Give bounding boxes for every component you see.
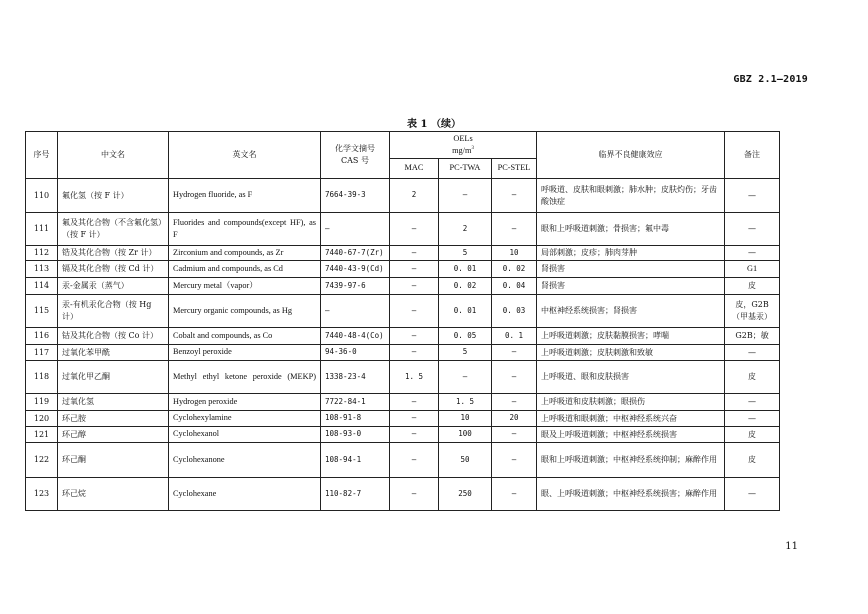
cell-remark: G2B；敏 — [725, 328, 780, 345]
cell-mac: 2 — [390, 179, 439, 213]
col-header-remarks: 备注 — [725, 132, 780, 179]
table-row — [26, 213, 780, 246]
table-row — [26, 328, 780, 345]
cell-cas: 1338-23-4 — [321, 361, 390, 394]
cell-effect: 肾损害 — [537, 278, 725, 295]
cell-mac: — — [390, 443, 439, 478]
table-row — [26, 179, 780, 213]
cell-remark: — — [725, 213, 780, 246]
cell-no: 122 — [26, 443, 58, 478]
cell-pc-stel: 20 — [492, 411, 537, 427]
cell-no: 112 — [26, 246, 58, 261]
cell-en-name: Cyclohexanone — [169, 443, 321, 478]
cell-pc-stel: 0. 04 — [492, 278, 537, 295]
cell-no: 118 — [26, 361, 58, 394]
table-row — [26, 478, 780, 511]
cell-no: 121 — [26, 427, 58, 443]
cell-effect: 眼、上呼吸道刺激；中枢神经系统损害；麻醉作用 — [537, 478, 725, 511]
cell-cn-name: 过氧化苯甲酰 — [58, 345, 169, 361]
cell-mac: — — [390, 478, 439, 511]
cell-pc-stel: — — [492, 179, 537, 213]
cell-pc-twa: 1. 5 — [439, 394, 492, 411]
cell-cn-name: 镉及其化合物（按 Cd 计） — [58, 261, 169, 278]
cell-no: 113 — [26, 261, 58, 278]
table-caption: 表 1 （续） — [407, 119, 461, 130]
cell-effect: 局部刺激；皮疹；肺肉芽肿 — [537, 246, 725, 261]
cell-pc-twa: 250 — [439, 478, 492, 511]
cell-no: 114 — [26, 278, 58, 295]
table-row — [26, 246, 780, 261]
cell-no: 110 — [26, 179, 58, 213]
cell-mac: — — [390, 427, 439, 443]
cell-en-name: Mercury metal（vapor） — [169, 278, 321, 295]
cell-remark: — — [725, 411, 780, 427]
col-header-oels — [390, 132, 537, 159]
cell-remark: G1 — [725, 261, 780, 278]
cell-remark: — — [725, 246, 780, 261]
cell-remark: 皮 — [725, 361, 780, 394]
cell-en-name: Cobalt and compounds, as Co — [169, 328, 321, 345]
cell-effect: 上呼吸道和眼刺激；中枢神经系统兴奋 — [537, 411, 725, 427]
cell-en-name: Hydrogen peroxide — [169, 394, 321, 411]
cell-en-name: Fluorides and compounds(except HF), as F — [169, 213, 321, 246]
cell-effect: 眼和上呼吸道刺激；骨损害；氟中毒 — [537, 213, 725, 246]
cell-remark: — — [725, 179, 780, 213]
cell-mac: — — [390, 411, 439, 427]
page-number: 11 — [785, 541, 798, 552]
cell-no: 117 — [26, 345, 58, 361]
cell-pc-twa: 0. 05 — [439, 328, 492, 345]
table-row — [26, 278, 780, 295]
cell-en-name: Benzoyl peroxide — [169, 345, 321, 361]
cell-en-name: Hydrogen fluoride, as F — [169, 179, 321, 213]
cell-cn-name: 汞-有机汞化合物（按 Hg 计） — [58, 295, 169, 328]
col-header-mac: MAC — [390, 159, 439, 179]
cell-en-name: Cadmium and compounds, as Cd — [169, 261, 321, 278]
cell-mac: — — [390, 246, 439, 261]
cell-cas: 7440-48-4(Co) — [321, 328, 390, 345]
cell-pc-twa: 5 — [439, 246, 492, 261]
cell-effect: 上呼吸道刺激；皮肤黏膜损害；哮喘 — [537, 328, 725, 345]
table-row — [26, 443, 780, 478]
oels-label: OELs — [453, 133, 473, 143]
cell-pc-stel: 0. 1 — [492, 328, 537, 345]
cell-no: 115 — [26, 295, 58, 328]
col-header-pc-stel: PC-STEL — [492, 159, 537, 179]
cell-remark: — — [725, 345, 780, 361]
cell-pc-stel: — — [492, 213, 537, 246]
col-header-no: 序号 — [26, 132, 58, 179]
cell-pc-stel: — — [492, 361, 537, 394]
cell-pc-twa: 0. 01 — [439, 295, 492, 328]
cell-remark: 皮 — [725, 443, 780, 478]
cell-cn-name: 氟化氢（按 F 计） — [58, 179, 169, 213]
cell-mac: — — [390, 261, 439, 278]
cell-effect: 上呼吸道、眼和皮肤损害 — [537, 361, 725, 394]
cell-en-name: Zirconium and compounds, as Zr — [169, 246, 321, 261]
cell-cas: 7722-84-1 — [321, 394, 390, 411]
oels-unit-base: mg/m — [452, 146, 472, 155]
table-row — [26, 411, 780, 427]
cell-remark: 皮，G2B（甲基汞） — [725, 295, 780, 328]
oels-unit — [394, 145, 532, 157]
cell-pc-twa: 0. 01 — [439, 261, 492, 278]
cell-effect: 中枢神经系统损害；肾损害 — [537, 295, 725, 328]
cell-cn-name: 氟及其化合物（不含氟化氢）（按 F 计） — [58, 213, 169, 246]
cell-effect: 上呼吸道刺激；皮肤刺激和致敏 — [537, 345, 725, 361]
table-row — [26, 427, 780, 443]
cell-en-name: Cyclohexane — [169, 478, 321, 511]
col-header-effects: 临界不良健康效应 — [537, 132, 725, 179]
cell-cas: 7664-39-3 — [321, 179, 390, 213]
cell-no: 120 — [26, 411, 58, 427]
cell-effect: 眼和上呼吸道刺激；中枢神经系统抑制；麻醉作用 — [537, 443, 725, 478]
cell-cas: 108-91-8 — [321, 411, 390, 427]
cell-mac: — — [390, 278, 439, 295]
cell-cn-name: 环己烷 — [58, 478, 169, 511]
cell-pc-stel: 10 — [492, 246, 537, 261]
cell-cn-name: 钴及其化合物（按 Co 计） — [58, 328, 169, 345]
cell-pc-stel: — — [492, 394, 537, 411]
table-row — [26, 345, 780, 361]
oels-table — [25, 131, 780, 511]
cell-pc-stel: 0. 02 — [492, 261, 537, 278]
cell-mac: — — [390, 328, 439, 345]
cell-pc-stel: — — [492, 427, 537, 443]
cell-no: 111 — [26, 213, 58, 246]
cell-cn-name: 锆及其化合物（按 Zr 计） — [58, 246, 169, 261]
cell-en-name: Methyl ethyl ketone peroxide (MEKP) — [169, 361, 321, 394]
table-row — [26, 361, 780, 394]
cell-effect: 呼吸道、皮肤和眼刺激；肺水肿；皮肤灼伤；牙齿酸蚀症 — [537, 179, 725, 213]
cell-effect: 肾损害 — [537, 261, 725, 278]
oels-unit-exponent: 3 — [471, 146, 474, 152]
cell-pc-twa: — — [439, 361, 492, 394]
col-header-pc-twa: PC-TWA — [439, 159, 492, 179]
cell-cas: 110-82-7 — [321, 478, 390, 511]
table-row — [26, 295, 780, 328]
table-row — [26, 261, 780, 278]
cell-remark: 皮 — [725, 278, 780, 295]
cell-effect: 上呼吸道和皮肤刺激；眼损伤 — [537, 394, 725, 411]
cell-remark: 皮 — [725, 427, 780, 443]
standard-code: GBZ 2.1—2019 — [733, 74, 808, 85]
cell-mac: 1. 5 — [390, 361, 439, 394]
cell-effect: 眼及上呼吸道刺激；中枢神经系统损害 — [537, 427, 725, 443]
cell-cn-name: 过氧化甲乙酮 — [58, 361, 169, 394]
cell-remark: — — [725, 478, 780, 511]
cell-pc-stel: — — [492, 478, 537, 511]
cell-en-name: Cyclohexylamine — [169, 411, 321, 427]
cell-cas: 7440-67-7(Zr) — [321, 246, 390, 261]
cell-pc-twa: — — [439, 179, 492, 213]
cell-mac: — — [390, 213, 439, 246]
col-header-cas: 化学文摘号 CAS 号 — [321, 132, 390, 179]
cell-cas: 108-93-0 — [321, 427, 390, 443]
cell-cas: — — [321, 213, 390, 246]
cell-pc-stel: 0. 03 — [492, 295, 537, 328]
cell-cas: 7439-97-6 — [321, 278, 390, 295]
cell-pc-twa: 100 — [439, 427, 492, 443]
cell-cn-name: 环己醇 — [58, 427, 169, 443]
cell-pc-twa: 5 — [439, 345, 492, 361]
cell-pc-twa: 50 — [439, 443, 492, 478]
cell-pc-twa: 10 — [439, 411, 492, 427]
cell-en-name: Cyclohexanol — [169, 427, 321, 443]
cell-cas: — — [321, 295, 390, 328]
cell-cas: 108-94-1 — [321, 443, 390, 478]
cell-cn-name: 汞-金属汞（蒸气） — [58, 278, 169, 295]
cell-en-name: Mercury organic compounds, as Hg — [169, 295, 321, 328]
cell-no: 119 — [26, 394, 58, 411]
cell-cn-name: 过氧化氢 — [58, 394, 169, 411]
cell-pc-twa: 0. 02 — [439, 278, 492, 295]
cell-cas: 94-36-0 — [321, 345, 390, 361]
cell-pc-twa: 2 — [439, 213, 492, 246]
cell-mac: — — [390, 345, 439, 361]
cell-no: 123 — [26, 478, 58, 511]
cell-remark: — — [725, 394, 780, 411]
cell-no: 116 — [26, 328, 58, 345]
cell-mac: — — [390, 295, 439, 328]
cell-pc-stel: — — [492, 443, 537, 478]
table-body — [26, 179, 780, 511]
col-header-cn-name: 中文名 — [58, 132, 169, 179]
col-header-en-name: 英文名 — [169, 132, 321, 179]
cell-mac: — — [390, 394, 439, 411]
cell-cn-name: 环己酮 — [58, 443, 169, 478]
cell-cn-name: 环己胺 — [58, 411, 169, 427]
cell-cas: 7440-43-9(Cd) — [321, 261, 390, 278]
table-row — [26, 394, 780, 411]
cell-pc-stel: — — [492, 345, 537, 361]
